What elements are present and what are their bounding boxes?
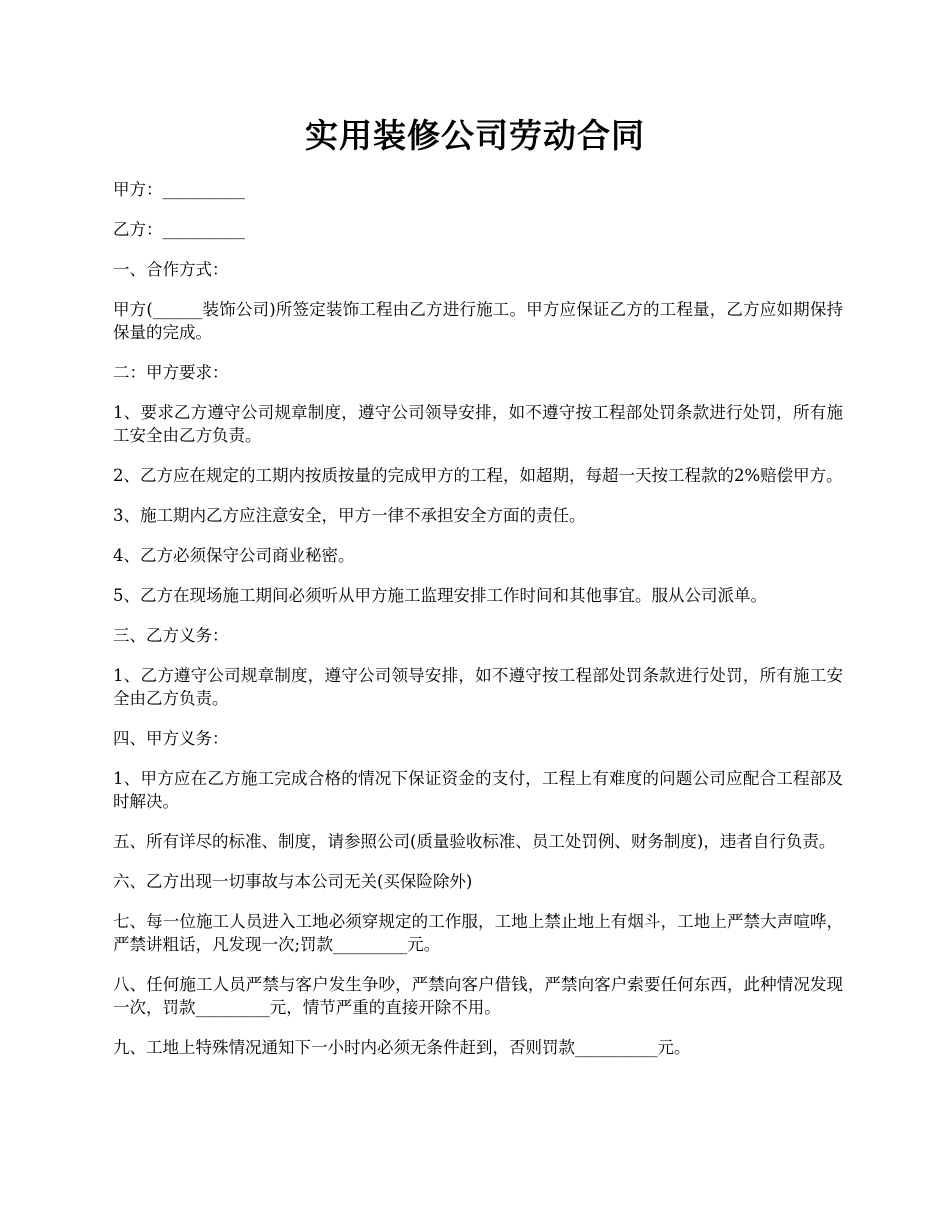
clause-requirement-3: 3、施工期内乙方应注意安全，甲方一律不承担安全方面的责任。 [113,506,586,525]
section-heading-cooperation: 一、合作方式： [113,260,229,279]
clause-section-6: 六、乙方出现一切事故与本公司无关(买保险除外) [113,872,473,891]
section-heading-party-a-requirements: 二：甲方要求： [113,363,229,382]
clause-requirement-4: 4、乙方必须保守公司商业秘密。 [113,546,355,565]
clause-section-5: 五、所有详尽的标准、制度，请参照公司(质量验收标准、员工处罚例、财务制度)，违者自行负责。 [113,832,836,851]
clause-party-a-obligation-1: 1、甲方应在乙方施工完成合格的情况下保证资金的支付，工程上有难度的问题公司应配合工程部及时解决。 [113,769,843,811]
section-heading-party-b-obligations: 三、乙方义务： [113,626,229,645]
clause-section-8: 八、任何施工人员严禁与客户发生争吵，严禁向客户借钱，严禁向客户索要任何东西，此种情况发现一次，罚款_________元，情节严重的直接开除不用。 [113,975,843,1017]
paragraph-cooperation: 甲方(______装饰公司)所签定装饰工程由乙方进行施工。甲方应保证乙方的工程量，乙方应如期保持保量的完成。 [113,300,843,342]
clause-requirement-2: 2、乙方应在规定的工期内按质按量的完成甲方的工程，如超期，每超一天按工程款的2%赔偿甲方。 [113,466,843,485]
clause-party-b-obligation-1: 1、乙方遵守公司规章制度，遵守公司领导安排，如不遵守按工程部处罚条款进行处罚，所有施工安全由乙方负责。 [113,666,843,708]
document-body [113,178,843,1076]
clause-requirement-1: 1、要求乙方遵守公司规章制度，遵守公司领导安排，如不遵守按工程部处罚条款进行处罚，所有施工安全由乙方负责。 [113,403,843,445]
section-heading-party-a-obligations: 四、甲方义务： [113,729,229,748]
clause-section-7: 七、每一位施工人员进入工地必须穿规定的工作服，工地上禁止地上有烟斗，工地上严禁大声喧哗，严禁讲粗话，凡发现一次;罚款_________元。 [113,912,843,954]
clause-requirement-5: 5、乙方在现场施工期间必须听从甲方施工监理安排工作时间和其他事宜。服从公司派单。 [113,586,767,605]
party-b-line: 乙方：__________ [113,220,245,239]
party-a-line: 甲方：__________ [113,180,245,199]
document-title: 实用装修公司劳动合同 [305,116,645,155]
clause-section-9: 九、工地上特殊情况通知下一小时内必须无条件赶到，否则罚款__________元。 [113,1038,691,1057]
